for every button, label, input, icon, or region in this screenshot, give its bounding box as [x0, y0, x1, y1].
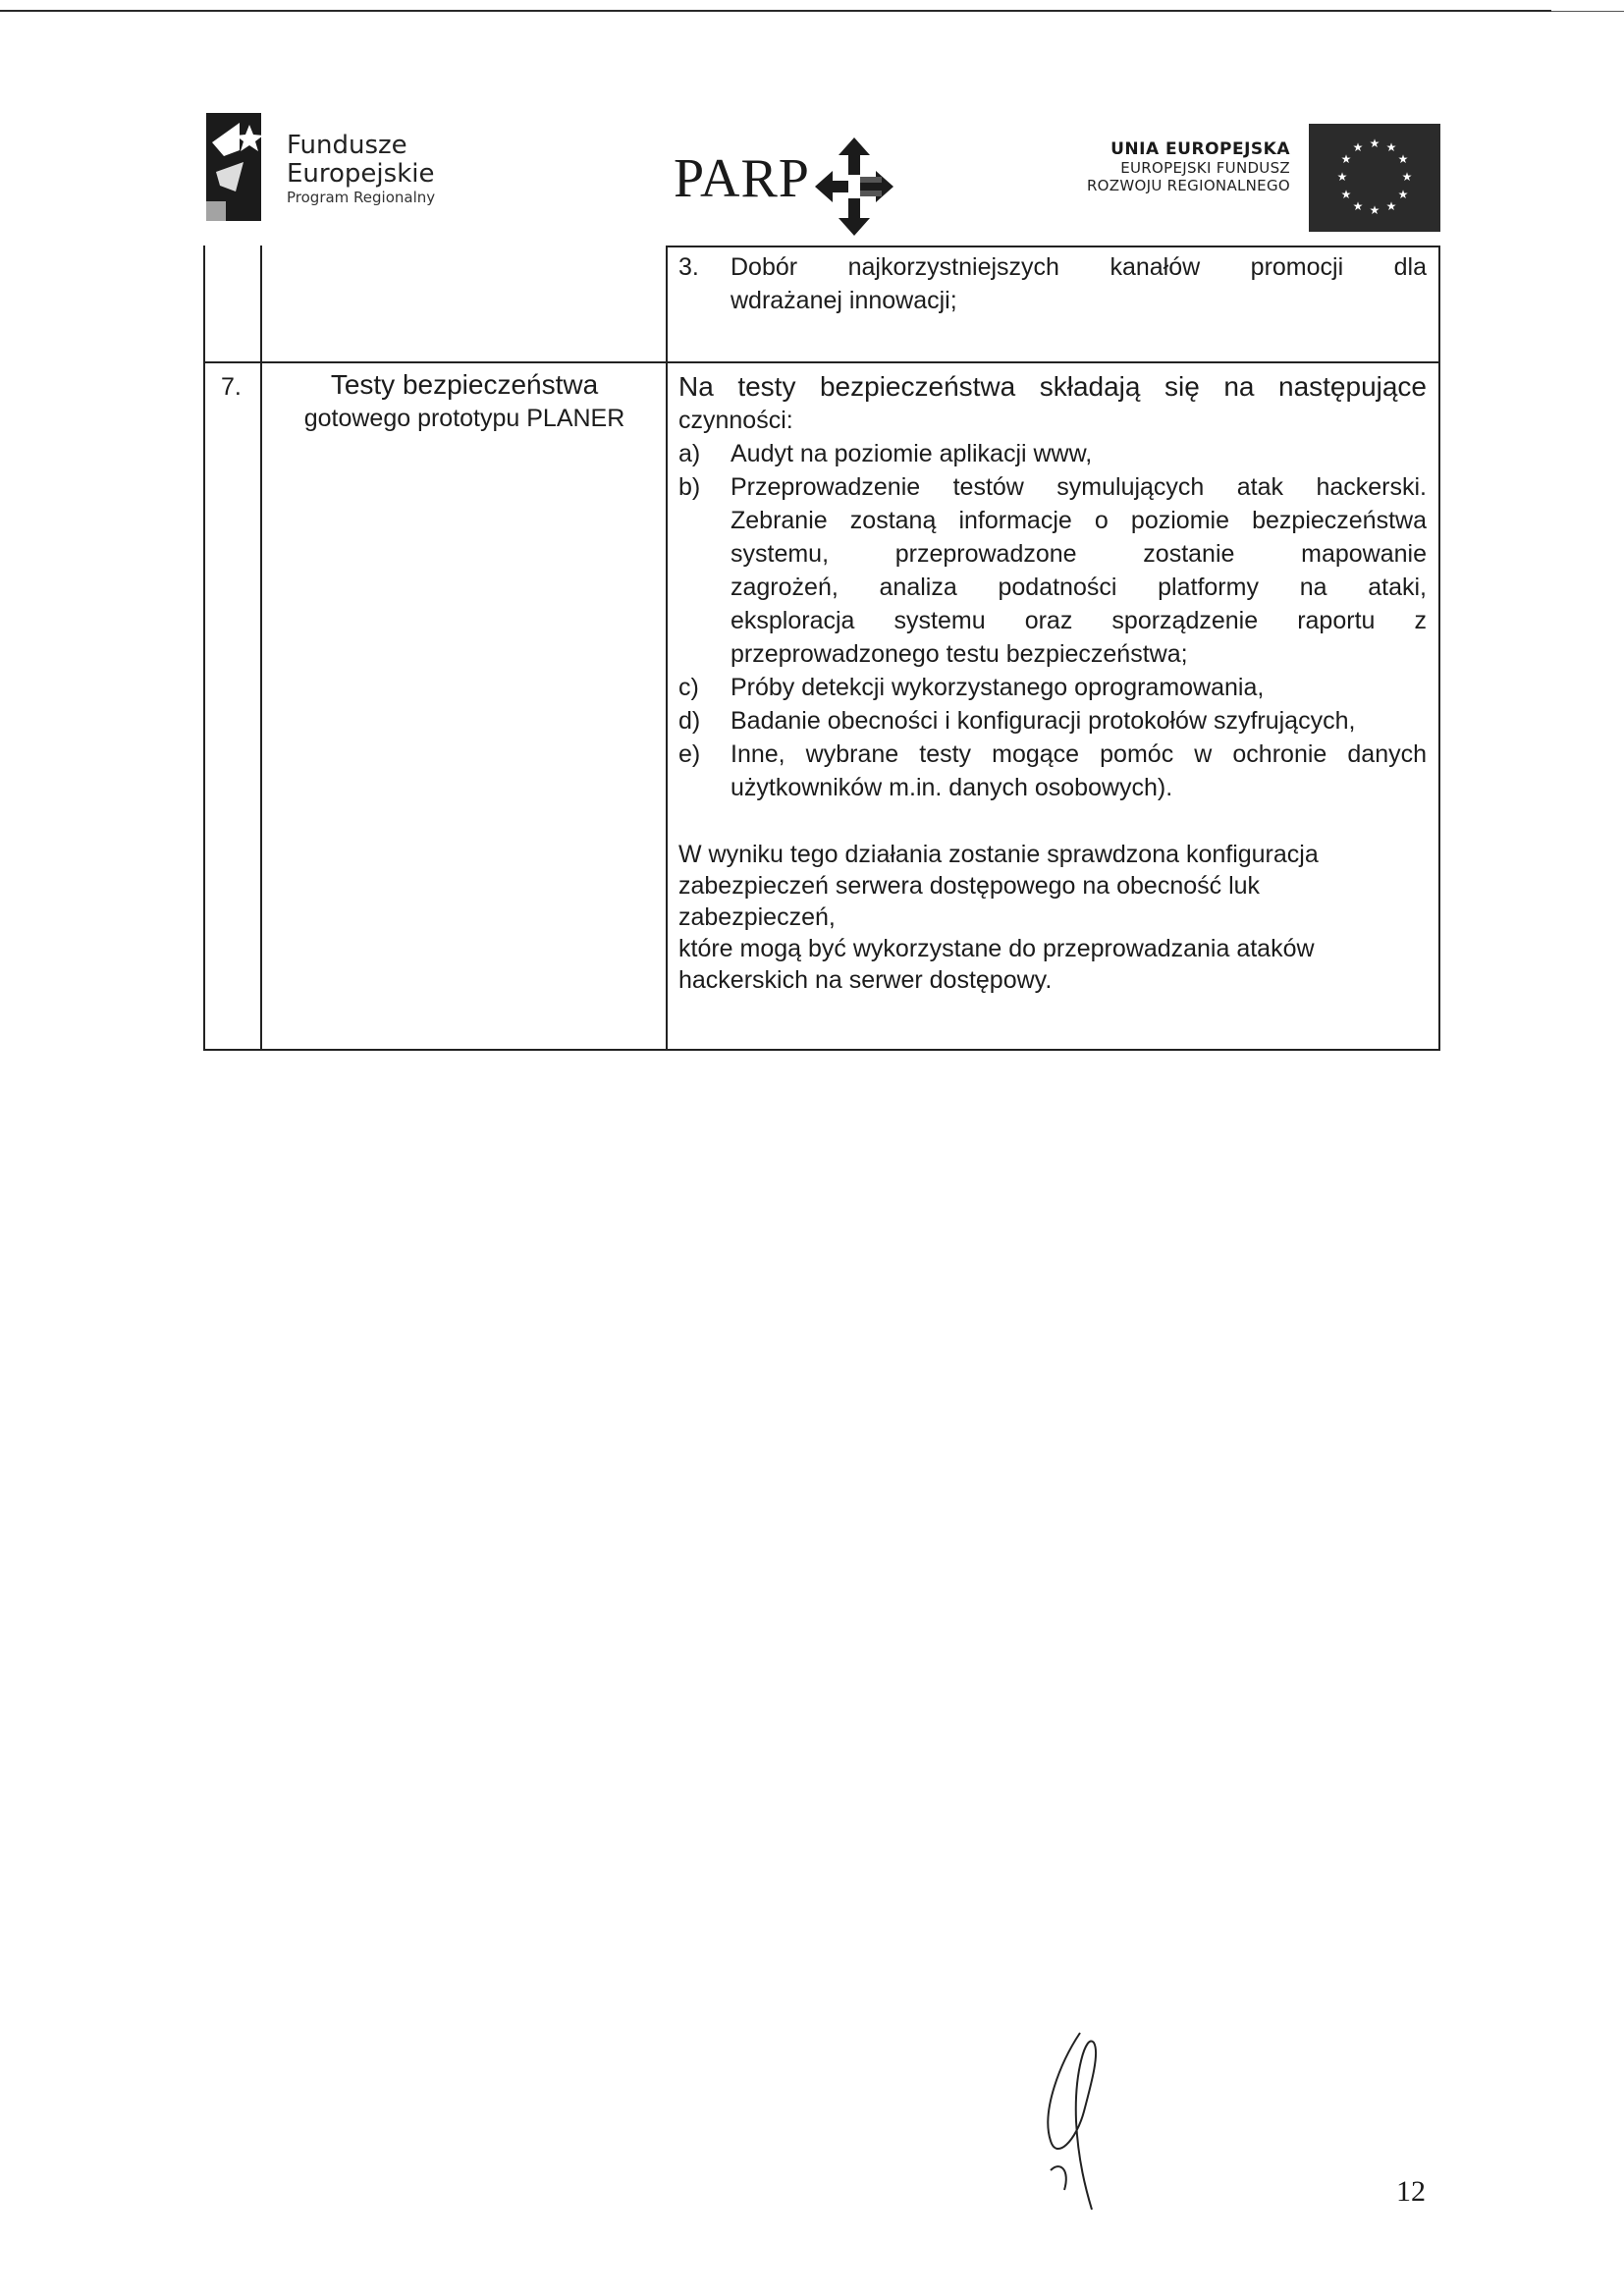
- table-col-separator-1: [260, 246, 262, 1051]
- list-item-label: e): [678, 740, 701, 768]
- ue-title: UNIA EUROPEJSKA: [1110, 139, 1290, 159]
- list-item-line: systemu, przeprowadzone zostanie mapowanie: [731, 540, 1427, 568]
- row-7-title-line2: gotowego prototypu PLANER: [303, 405, 625, 432]
- fe-line3: Program Regionalny: [287, 189, 436, 206]
- table-top-border: [668, 246, 1440, 247]
- svg-text:★: ★: [1352, 140, 1364, 154]
- table-right-border: [1438, 246, 1440, 1051]
- row-7-intro-line1: Na testy bezpieczeństwa składają się na następujące: [678, 371, 1427, 402]
- outro-line: hackerskich na serwer dostępowy.: [678, 966, 1053, 994]
- svg-text:★: ★: [1397, 152, 1409, 166]
- list-item-line: Inne, wybrane testy mogące pomóc w ochronie danych: [731, 740, 1427, 768]
- scan-top-edge: [0, 10, 1551, 12]
- table-bottom-border: [203, 1049, 1440, 1051]
- list-item-line: przeprowadzonego testu bezpieczeństwa;: [731, 640, 1188, 668]
- unia-europejska-text: [1087, 139, 1290, 194]
- content-table: [203, 246, 1440, 1051]
- item-3-line1: Dobór najkorzystniejszych kanałów promocji dla: [731, 253, 1427, 281]
- page-number: 12: [1396, 2175, 1426, 2208]
- signature-icon: [1021, 2023, 1149, 2219]
- fundusze-europejskie-logo-icon: [206, 113, 261, 221]
- table-left-border: [203, 246, 205, 1051]
- outro-line: zabezpieczeń serwera dostępowego na obecność luk: [678, 872, 1261, 900]
- fe-line2: Europejskie: [287, 159, 435, 189]
- svg-text:★: ★: [1369, 203, 1380, 217]
- outro-line: które mogą być wykorzystane do przeprowadzania ataków: [678, 935, 1315, 962]
- list-item-line: eksploracja systemu oraz sporządzenie raportu z: [731, 607, 1427, 634]
- svg-text:★: ★: [1385, 140, 1397, 154]
- svg-text:★: ★: [1397, 188, 1409, 201]
- list-item-line: użytkowników m.in. danych osobowych).: [731, 774, 1173, 801]
- parp-arrows-icon: [815, 137, 893, 236]
- outro-line: W wyniku tego działania zostanie sprawdzona konfiguracja: [678, 841, 1319, 868]
- svg-text:★: ★: [1369, 137, 1380, 150]
- parp-logo-text: PARP: [674, 148, 810, 209]
- row-7-intro-line2: czynności:: [678, 407, 793, 434]
- table-col-separator-2: [666, 246, 668, 1051]
- list-item-label: a): [678, 440, 701, 467]
- list-item-line: zagrożeń, analiza podatności platformy na ataki,: [731, 574, 1427, 601]
- row-7-title-line1: Testy bezpieczeństwa: [330, 369, 599, 400]
- fe-line1: Fundusze: [287, 131, 407, 160]
- list-item-line: Audyt na poziomie aplikacji www,: [731, 440, 1093, 467]
- fundusze-europejskie-text: [287, 133, 435, 205]
- list-item-label: c): [678, 674, 699, 701]
- item-3-number: 3.: [678, 253, 699, 281]
- svg-text:★: ★: [1340, 152, 1352, 166]
- svg-text:★: ★: [1352, 199, 1364, 213]
- svg-text:★: ★: [1385, 199, 1397, 213]
- row-7-number: 7.: [221, 373, 242, 401]
- ue-sub1: EUROPEJSKI FUNDUSZ: [1120, 159, 1290, 178]
- list-item-label: d): [678, 707, 701, 735]
- scan-top-edge-right: [1551, 11, 1624, 12]
- table-row-separator: [203, 361, 1440, 363]
- list-item-line: Próby detekcji wykorzystanego oprogramowania,: [731, 674, 1265, 701]
- list-item-line: Badanie obecności i konfiguracji protokołów szyfrujących,: [731, 707, 1356, 735]
- svg-text:★: ★: [1401, 170, 1413, 184]
- outro-line: zabezpieczeń,: [678, 903, 836, 931]
- ue-sub2: ROZWOJU REGIONALNEGO: [1086, 177, 1290, 195]
- list-item-label: b): [678, 473, 701, 501]
- list-item-line: Zebranie zostaną informacje o poziomie bezpieczeństwa: [731, 507, 1427, 534]
- list-item-line: Przeprowadzenie testów symulujących atak hackerski.: [731, 473, 1427, 501]
- svg-text:★: ★: [1340, 188, 1352, 201]
- svg-text:★: ★: [1336, 170, 1348, 184]
- item-3-line2: wdrażanej innowacji;: [731, 287, 957, 314]
- eu-flag-icon: [1309, 124, 1440, 232]
